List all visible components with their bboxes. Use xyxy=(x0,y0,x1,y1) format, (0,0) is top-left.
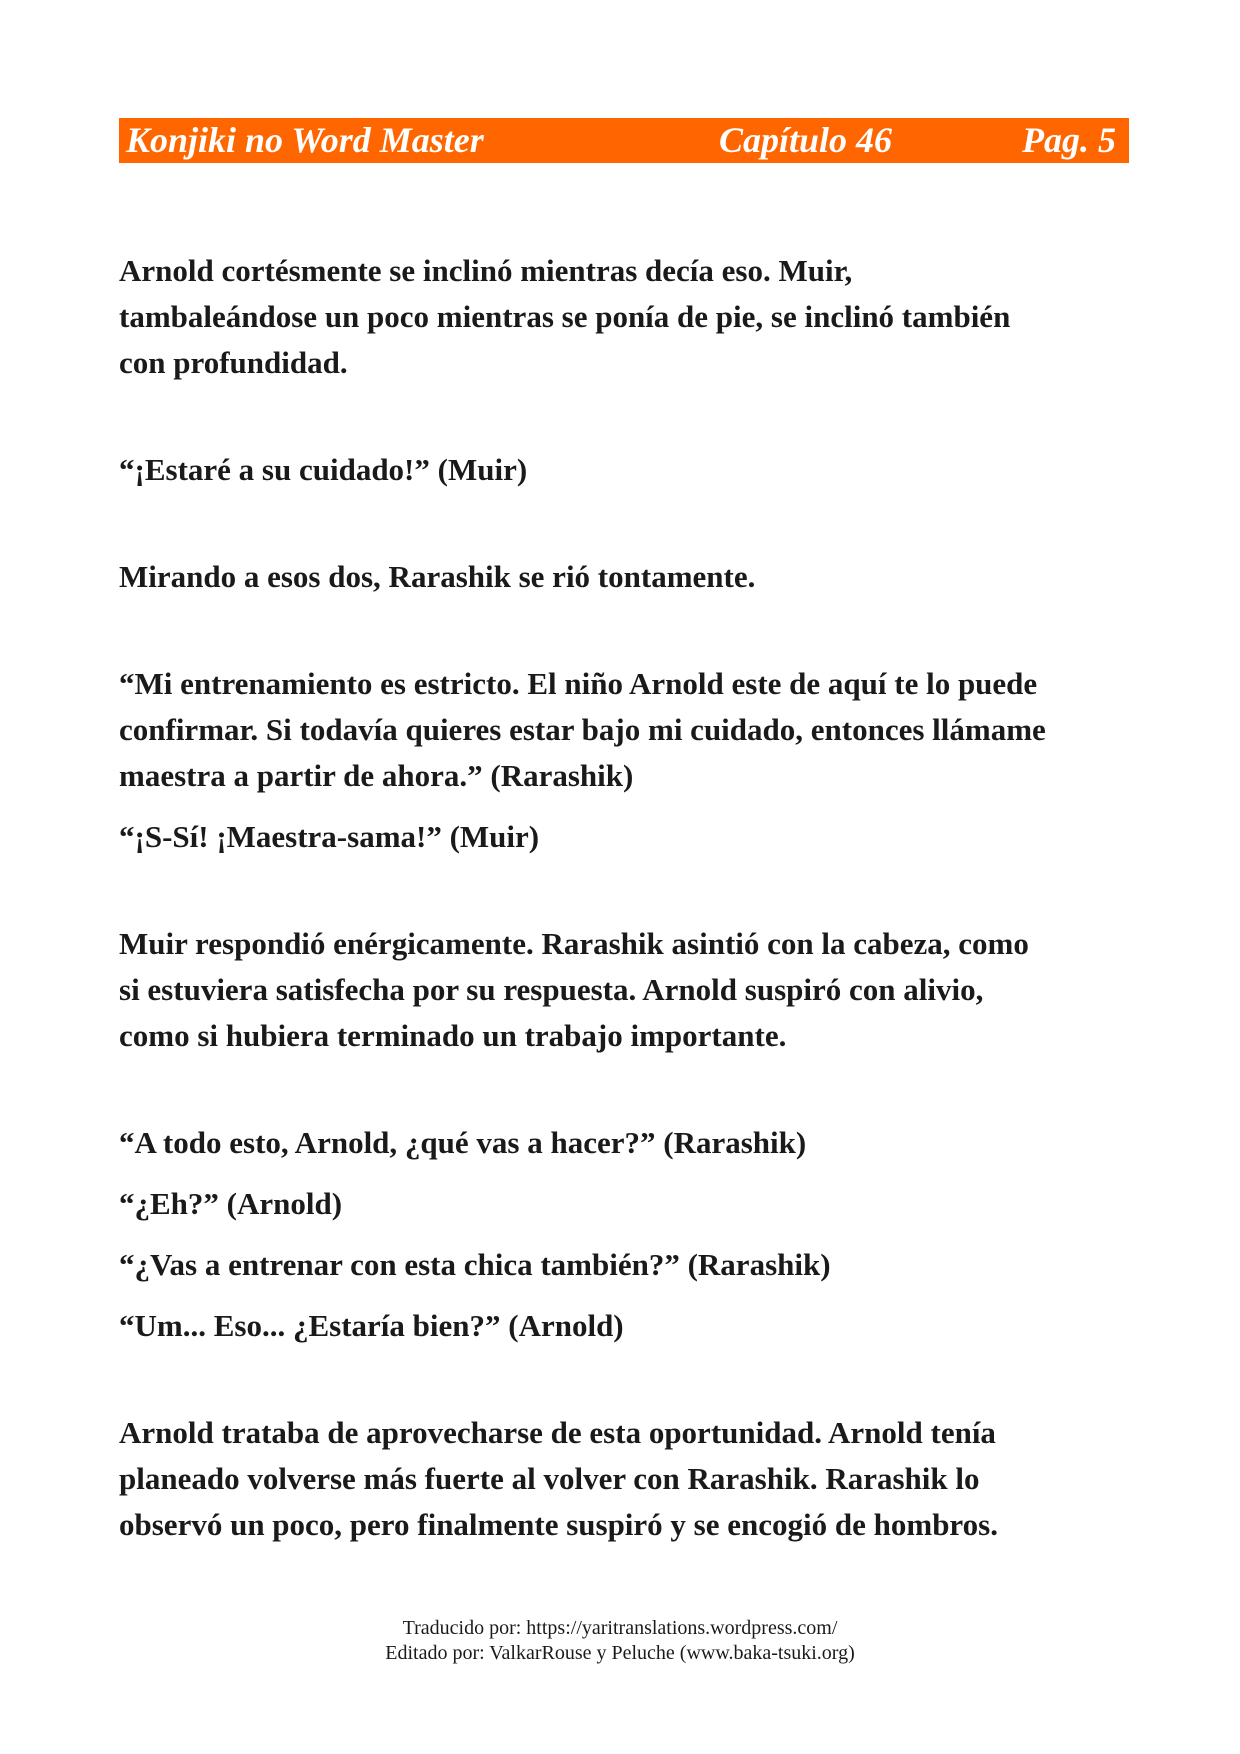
dialogue-line xyxy=(119,1120,1129,1166)
dialogue-line xyxy=(119,814,1129,860)
page-footer xyxy=(0,1616,1240,1666)
text-line: Arnold trataba de aprovecharse de esta oportunidad. Arnold tenía xyxy=(119,1415,996,1450)
text-line: como si hubiera terminado un trabajo importante. xyxy=(119,1018,787,1053)
page-number: Pag. 5 xyxy=(1022,120,1116,160)
dialogue-line xyxy=(119,447,1129,493)
text-line: maestra a partir de ahora.” (Rarashik) xyxy=(119,758,634,793)
editor-credit: Editado por: ValkarRouse y Peluche (www.baka-tsuki.org) xyxy=(385,1642,855,1664)
text-line: observó un poco, pero finalmente suspiró y se encogió de hombros. xyxy=(119,1507,998,1542)
body-text xyxy=(119,248,1129,1548)
text-line: “¿Eh?” (Arnold) xyxy=(119,1186,343,1221)
text-line: “¿Vas a entrenar con esta chica también?” (Rarashik) xyxy=(119,1247,831,1282)
text-line: Mirando a esos dos, Rarashik se rió tontamente. xyxy=(119,559,756,594)
paragraph xyxy=(119,921,1129,1059)
chapter-label: Capítulo 46 xyxy=(719,120,893,160)
paragraph xyxy=(119,1410,1129,1548)
text-line: tambaleándose un poco mientras se ponía de pie, se inclinó también xyxy=(119,299,1011,334)
dialogue-line xyxy=(119,661,1129,799)
paragraph xyxy=(119,554,1129,600)
text-line: si estuviera satisfecha por su respuesta. Arnold suspiró con alivio, xyxy=(119,972,984,1007)
book-title: Konjiki no Word Master xyxy=(126,120,484,160)
dialogue-line xyxy=(119,1242,1129,1288)
text-line: confirmar. Si todavía quieres estar bajo mi cuidado, entonces llámame xyxy=(119,712,1046,747)
text-line: Muir respondió enérgicamente. Rarashik asintió con la cabeza, como xyxy=(119,926,1029,961)
text-line: “¡Estaré a su cuidado!” (Muir) xyxy=(119,452,528,487)
text-line: “A todo esto, Arnold, ¿qué vas a hacer?” (Rarashik) xyxy=(119,1125,807,1160)
text-line: con profundidad. xyxy=(119,345,348,380)
page-header xyxy=(119,118,1129,163)
text-line: planeado volverse más fuerte al volver con Rarashik. Rarashik lo xyxy=(119,1461,980,1496)
text-line: “Um... Eso... ¿Estaría bien?” (Arnold) xyxy=(119,1308,624,1343)
dialogue-line xyxy=(119,1181,1129,1227)
translator-credit: Traducido por: https://yaritranslations.wordpress.com/ xyxy=(402,1617,838,1639)
text-line: “¡S-Sí! ¡Maestra-sama!” (Muir) xyxy=(119,819,540,854)
dialogue-line xyxy=(119,1303,1129,1349)
text-line: Arnold cortésmente se inclinó mientras decía eso. Muir, xyxy=(119,253,853,288)
paragraph xyxy=(119,248,1129,386)
text-line: “Mi entrenamiento es estricto. El niño Arnold este de aquí te lo puede xyxy=(119,666,1038,701)
